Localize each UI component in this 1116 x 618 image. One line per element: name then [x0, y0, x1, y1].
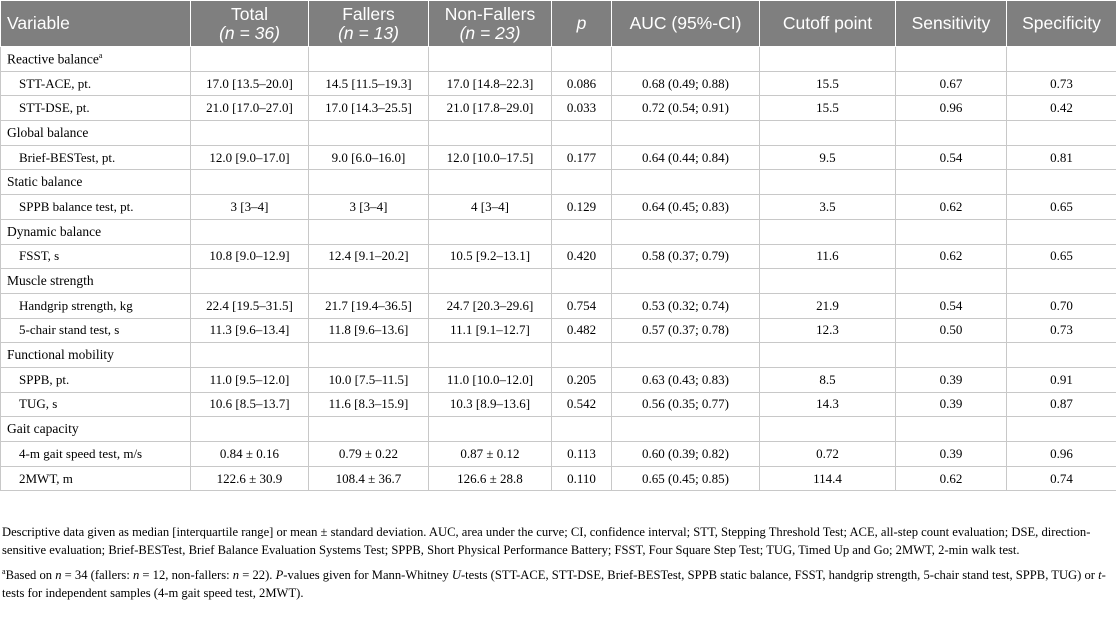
- p-cell: 0.482: [552, 318, 612, 343]
- sens-cell: 0.39: [896, 442, 1007, 467]
- cutoff-cell: 3.5: [760, 195, 896, 220]
- p-cell: 0.420: [552, 244, 612, 269]
- table-body: [1, 47, 1116, 491]
- spec-cell: [1007, 121, 1116, 146]
- total-cell: [191, 121, 309, 146]
- total-cell: 10.6 [8.5–13.7]: [191, 392, 309, 417]
- p-cell: 0.113: [552, 442, 612, 467]
- spec-cell: [1007, 417, 1116, 442]
- group-row: [1, 269, 1116, 294]
- table-row: [1, 145, 1116, 170]
- fallers-cell: [309, 47, 429, 72]
- sens-cell: 0.62: [896, 244, 1007, 269]
- fallers-cell: 21.7 [19.4–36.5]: [309, 293, 429, 318]
- cutoff-cell: 8.5: [760, 367, 896, 392]
- p-cell: [552, 121, 612, 146]
- total-cell: 11.0 [9.5–12.0]: [191, 367, 309, 392]
- auc-cell: 0.53 (0.32; 0.74): [612, 293, 760, 318]
- fallers-cell: 9.0 [6.0–16.0]: [309, 145, 429, 170]
- cutoff-cell: [760, 47, 896, 72]
- note-descriptive: Descriptive data given as median [interquartile range] or mean ± standard deviation. AUC, area under the curve; CI, confidence interval; STT, Stepping Threshold Test; ACE, all-step count evaluation; DSE, direction-sensitive evaluation; Brief-BESTest, Brief Balance Evaluation Systems Test; SPPB, Short Physical Performance Battery; FSST, Four Square Step Test; TUG, Timed Up and Go; 2MWT, 2-min walk test.: [2, 525, 1091, 557]
- nonfallers-cell: 11.1 [9.1–12.7]: [429, 318, 552, 343]
- spec-cell: 0.73: [1007, 71, 1116, 96]
- group-row: [1, 343, 1116, 368]
- sens-cell: 0.96: [896, 96, 1007, 121]
- p-cell: 0.033: [552, 96, 612, 121]
- note-footnote-a: $^a$Based on n = 34 (fallers: n = 12, non-fallers: n = 22). P-values given for Mann-Whitney U-tests (STT-ACE, STT-DSE, Brief-BESTest, SPPB static balance, FSST, handgrip strength, 5-chair stand test, SPPB, TUG) or t-tests for independent samples (4-m gait speed test, 2MWT).: [2, 567, 1106, 600]
- total-cell: [191, 417, 309, 442]
- table-row: [1, 71, 1116, 96]
- header-specificity: Specificity: [1007, 1, 1116, 47]
- cutoff-cell: [760, 121, 896, 146]
- group-label: Static balance: [1, 170, 191, 195]
- auc-cell: [612, 417, 760, 442]
- p-cell: 0.542: [552, 392, 612, 417]
- sens-cell: [896, 417, 1007, 442]
- auc-cell: [612, 269, 760, 294]
- total-cell: [191, 170, 309, 195]
- spec-cell: [1007, 219, 1116, 244]
- cutoff-cell: [760, 343, 896, 368]
- variable-cell: FSST, s: [1, 244, 191, 269]
- group-label: Dynamic balance: [1, 219, 191, 244]
- sens-cell: [896, 47, 1007, 72]
- total-cell: 10.8 [9.0–12.9]: [191, 244, 309, 269]
- total-cell: 21.0 [17.0–27.0]: [191, 96, 309, 121]
- total-cell: 3 [3–4]: [191, 195, 309, 220]
- table-row: [1, 244, 1116, 269]
- table-row: [1, 318, 1116, 343]
- nonfallers-cell: 126.6 ± 28.8: [429, 466, 552, 491]
- total-cell: 17.0 [13.5–20.0]: [191, 71, 309, 96]
- total-cell: 11.3 [9.6–13.4]: [191, 318, 309, 343]
- total-cell: [191, 269, 309, 294]
- fallers-cell: 3 [3–4]: [309, 195, 429, 220]
- p-cell: 0.129: [552, 195, 612, 220]
- cutoff-cell: 15.5: [760, 96, 896, 121]
- header-nonfallers: Non-Fallers (n = 23): [429, 1, 552, 47]
- nonfallers-cell: 10.5 [9.2–13.1]: [429, 244, 552, 269]
- sens-cell: 0.39: [896, 392, 1007, 417]
- sens-cell: [896, 121, 1007, 146]
- nonfallers-cell: [429, 170, 552, 195]
- table-row: [1, 195, 1116, 220]
- nonfallers-cell: 4 [3–4]: [429, 195, 552, 220]
- cutoff-cell: 0.72: [760, 442, 896, 467]
- group-row: [1, 417, 1116, 442]
- cutoff-cell: 11.6: [760, 244, 896, 269]
- variable-cell: STT-ACE, pt.: [1, 71, 191, 96]
- variable-cell: SPPB, pt.: [1, 367, 191, 392]
- nonfallers-cell: 21.0 [17.8–29.0]: [429, 96, 552, 121]
- total-cell: [191, 47, 309, 72]
- fallers-cell: [309, 417, 429, 442]
- table-row: [1, 367, 1116, 392]
- variable-cell: 4-m gait speed test, m/s: [1, 442, 191, 467]
- auc-cell: [612, 170, 760, 195]
- table-row: [1, 293, 1116, 318]
- spec-cell: 0.87: [1007, 392, 1116, 417]
- nonfallers-cell: 11.0 [10.0–12.0]: [429, 367, 552, 392]
- auc-cell: [612, 219, 760, 244]
- group-label: Reactive balance$^a$: [1, 47, 191, 72]
- auc-cell: [612, 343, 760, 368]
- nonfallers-cell: 0.87 ± 0.12: [429, 442, 552, 467]
- p-cell: 0.086: [552, 71, 612, 96]
- sens-cell: 0.54: [896, 293, 1007, 318]
- p-cell: 0.177: [552, 145, 612, 170]
- group-label: Global balance: [1, 121, 191, 146]
- auc-cell: 0.64 (0.45; 0.83): [612, 195, 760, 220]
- total-cell: [191, 219, 309, 244]
- nonfallers-cell: 12.0 [10.0–17.5]: [429, 145, 552, 170]
- table-row: [1, 96, 1116, 121]
- p-cell: 0.205: [552, 367, 612, 392]
- cutoff-cell: 14.3: [760, 392, 896, 417]
- header-p: p: [552, 1, 612, 47]
- auc-cell: 0.63 (0.43; 0.83): [612, 367, 760, 392]
- p-cell: [552, 343, 612, 368]
- auc-cell: 0.57 (0.37; 0.78): [612, 318, 760, 343]
- nonfallers-cell: 10.3 [8.9–13.6]: [429, 392, 552, 417]
- group-row: [1, 121, 1116, 146]
- table-row: [1, 392, 1116, 417]
- spec-cell: 0.70: [1007, 293, 1116, 318]
- spec-cell: 0.65: [1007, 195, 1116, 220]
- spec-cell: 0.96: [1007, 442, 1116, 467]
- fallers-cell: 11.6 [8.3–15.9]: [309, 392, 429, 417]
- cutoff-cell: 114.4: [760, 466, 896, 491]
- sens-cell: [896, 170, 1007, 195]
- group-label: Muscle strength: [1, 269, 191, 294]
- fallers-cell: 14.5 [11.5–19.3]: [309, 71, 429, 96]
- spec-cell: [1007, 343, 1116, 368]
- fallers-cell: [309, 269, 429, 294]
- header-cutoff: Cutoff point: [760, 1, 896, 47]
- cutoff-cell: [760, 219, 896, 244]
- total-cell: [191, 343, 309, 368]
- nonfallers-cell: [429, 343, 552, 368]
- header-variable: Variable: [1, 1, 191, 47]
- spec-cell: 0.74: [1007, 466, 1116, 491]
- total-cell: 22.4 [19.5–31.5]: [191, 293, 309, 318]
- fallers-cell: 0.79 ± 0.22: [309, 442, 429, 467]
- auc-cell: [612, 47, 760, 72]
- total-cell: 122.6 ± 30.9: [191, 466, 309, 491]
- table-notes: [0, 524, 1114, 606]
- table-row: [1, 442, 1116, 467]
- spec-cell: 0.91: [1007, 367, 1116, 392]
- fallers-cell: 10.0 [7.5–11.5]: [309, 367, 429, 392]
- sens-cell: [896, 269, 1007, 294]
- cutoff-cell: [760, 170, 896, 195]
- group-label: Functional mobility: [1, 343, 191, 368]
- nonfallers-cell: 17.0 [14.8–22.3]: [429, 71, 552, 96]
- sens-cell: 0.50: [896, 318, 1007, 343]
- header-auc: AUC (95%-CI): [612, 1, 760, 47]
- spec-cell: [1007, 170, 1116, 195]
- p-cell: 0.110: [552, 466, 612, 491]
- sens-cell: [896, 219, 1007, 244]
- header-row: [1, 1, 1116, 47]
- sens-cell: 0.54: [896, 145, 1007, 170]
- auc-cell: 0.58 (0.37; 0.79): [612, 244, 760, 269]
- fallers-cell: 17.0 [14.3–25.5]: [309, 96, 429, 121]
- fallers-cell: [309, 170, 429, 195]
- variable-cell: 5-chair stand test, s: [1, 318, 191, 343]
- header-fallers: Fallers (n = 13): [309, 1, 429, 47]
- nonfallers-cell: [429, 269, 552, 294]
- sens-cell: 0.62: [896, 466, 1007, 491]
- nonfallers-cell: 24.7 [20.3–29.6]: [429, 293, 552, 318]
- group-label: Gait capacity: [1, 417, 191, 442]
- header-sensitivity: Sensitivity: [896, 1, 1007, 47]
- group-row: [1, 47, 1116, 72]
- fallers-cell: 11.8 [9.6–13.6]: [309, 318, 429, 343]
- fallers-cell: 108.4 ± 36.7: [309, 466, 429, 491]
- cutoff-cell: 15.5: [760, 71, 896, 96]
- auc-cell: 0.56 (0.35; 0.77): [612, 392, 760, 417]
- variable-cell: TUG, s: [1, 392, 191, 417]
- sens-cell: [896, 343, 1007, 368]
- cutoff-cell: 12.3: [760, 318, 896, 343]
- group-row: [1, 170, 1116, 195]
- nonfallers-cell: [429, 219, 552, 244]
- p-cell: [552, 269, 612, 294]
- variable-cell: Handgrip strength, kg: [1, 293, 191, 318]
- p-cell: [552, 417, 612, 442]
- auc-cell: 0.64 (0.44; 0.84): [612, 145, 760, 170]
- variable-cell: 2MWT, m: [1, 466, 191, 491]
- cutoff-cell: [760, 269, 896, 294]
- variable-cell: SPPB balance test, pt.: [1, 195, 191, 220]
- sens-cell: 0.39: [896, 367, 1007, 392]
- spec-cell: 0.73: [1007, 318, 1116, 343]
- total-cell: 12.0 [9.0–17.0]: [191, 145, 309, 170]
- p-cell: [552, 47, 612, 72]
- fallers-cell: 12.4 [9.1–20.2]: [309, 244, 429, 269]
- spec-cell: 0.42: [1007, 96, 1116, 121]
- nonfallers-cell: [429, 47, 552, 72]
- auc-cell: 0.65 (0.45; 0.85): [612, 466, 760, 491]
- sens-cell: 0.67: [896, 71, 1007, 96]
- fallers-cell: [309, 343, 429, 368]
- cutoff-cell: [760, 417, 896, 442]
- spec-cell: 0.65: [1007, 244, 1116, 269]
- group-row: [1, 219, 1116, 244]
- cutoff-cell: 21.9: [760, 293, 896, 318]
- auc-cell: 0.72 (0.54; 0.91): [612, 96, 760, 121]
- fallers-cell: [309, 121, 429, 146]
- variable-cell: STT-DSE, pt.: [1, 96, 191, 121]
- p-cell: [552, 219, 612, 244]
- sens-cell: 0.62: [896, 195, 1007, 220]
- spec-cell: [1007, 47, 1116, 72]
- spec-cell: [1007, 269, 1116, 294]
- cutoff-cell: 9.5: [760, 145, 896, 170]
- total-cell: 0.84 ± 0.16: [191, 442, 309, 467]
- table-row: [1, 466, 1116, 491]
- p-cell: 0.754: [552, 293, 612, 318]
- nonfallers-cell: [429, 417, 552, 442]
- p-cell: [552, 170, 612, 195]
- header-total: Total (n = 36): [191, 1, 309, 47]
- auc-cell: [612, 121, 760, 146]
- nonfallers-cell: [429, 121, 552, 146]
- variable-cell: Brief-BESTest, pt.: [1, 145, 191, 170]
- spec-cell: 0.81: [1007, 145, 1116, 170]
- auc-cell: 0.68 (0.49; 0.88): [612, 71, 760, 96]
- auc-cell: 0.60 (0.39; 0.82): [612, 442, 760, 467]
- fallers-cell: [309, 219, 429, 244]
